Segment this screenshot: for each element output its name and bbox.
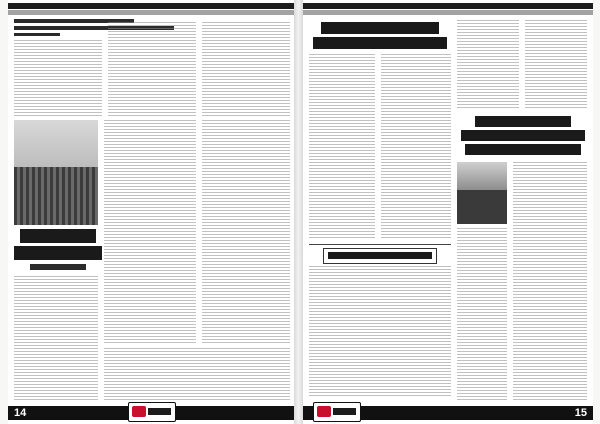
- headline-line-2: [14, 246, 102, 260]
- byline-bar: [14, 33, 60, 36]
- page-gutter: [294, 0, 303, 424]
- headline-line-1: [20, 229, 96, 243]
- text-column: [14, 40, 102, 118]
- right-page: [303, 0, 593, 424]
- text-column: [513, 162, 587, 402]
- text-column: [457, 228, 507, 400]
- header-strip: [303, 10, 593, 15]
- headline-date: [30, 264, 86, 270]
- text-column: [104, 120, 196, 345]
- header-bar: [303, 3, 593, 9]
- page-number: 14: [14, 407, 27, 419]
- divider: [309, 244, 451, 245]
- text-column: [381, 54, 451, 240]
- page-number: 15: [574, 407, 587, 419]
- text-column: [525, 20, 587, 110]
- newspaper-logo: [313, 402, 361, 422]
- side-headline-line-2: [461, 130, 585, 141]
- newspaper-logo: [128, 402, 176, 422]
- side-headline-line-1: [475, 116, 571, 127]
- left-page: [8, 0, 294, 424]
- text-column: [14, 276, 98, 400]
- article-photo: [14, 120, 98, 225]
- portrait-photo: [457, 162, 507, 224]
- side-headline-line-3: [465, 144, 581, 155]
- text-column: [309, 266, 451, 398]
- text-column: [104, 348, 290, 400]
- text-column: [457, 20, 519, 110]
- header-strip: [8, 10, 294, 15]
- header-bar: [8, 3, 294, 9]
- headline-line-1: [321, 22, 439, 34]
- text-column: [202, 22, 290, 118]
- headline-line-2: [313, 37, 447, 49]
- text-column: [108, 22, 196, 118]
- boxed-headline: [323, 248, 437, 264]
- text-column: [309, 54, 375, 240]
- text-column: [202, 120, 290, 345]
